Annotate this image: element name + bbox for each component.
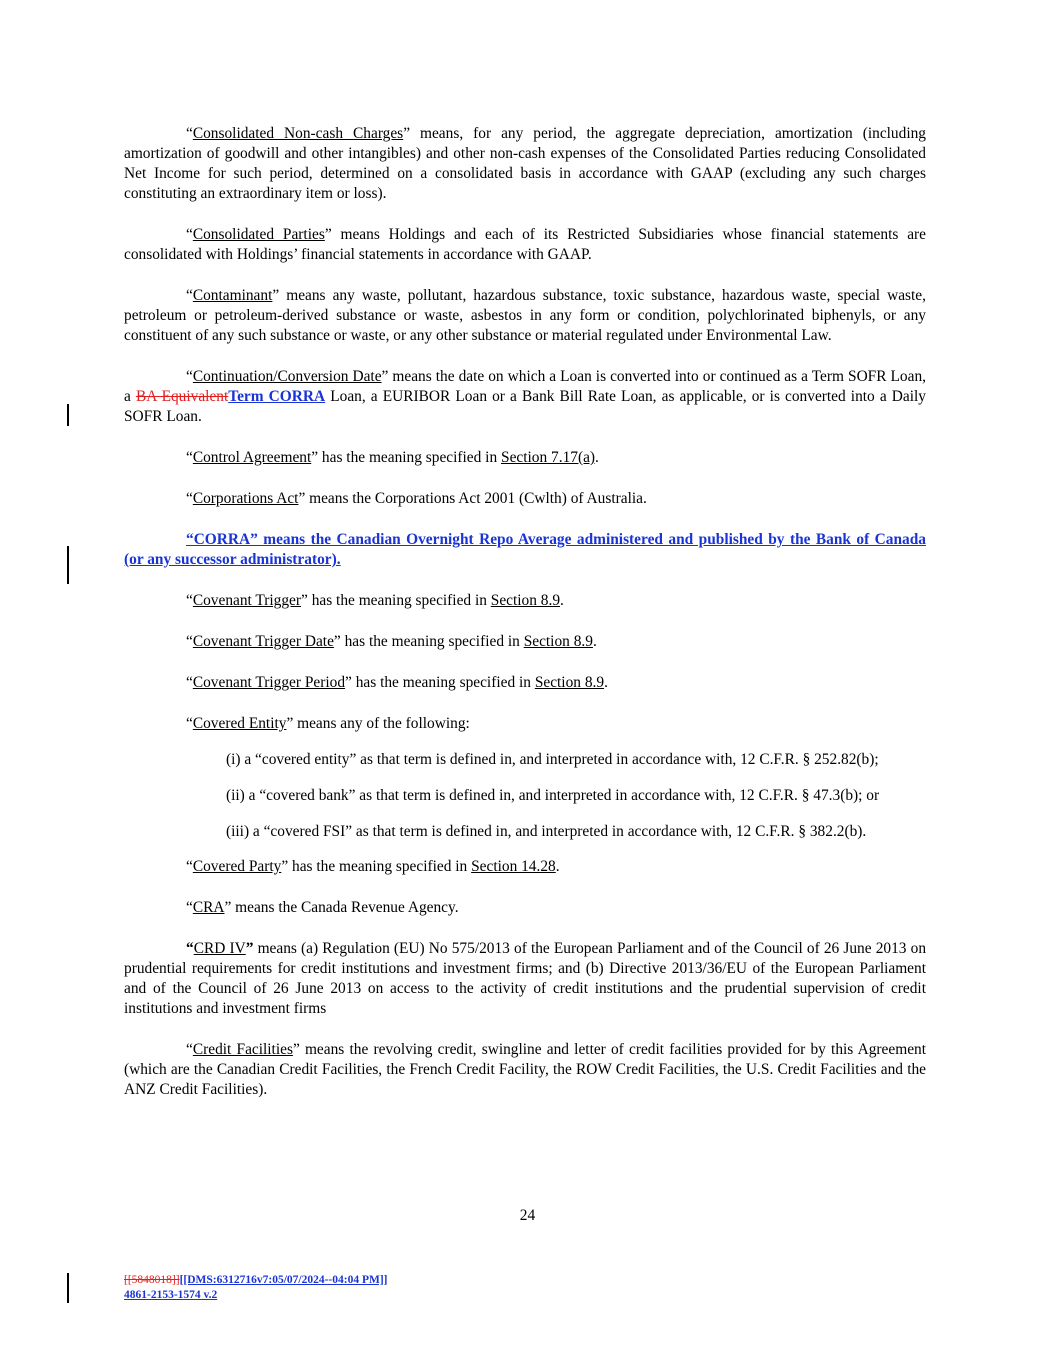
definition-paragraph: “CRA” means the Canada Revenue Agency. (186, 899, 459, 916)
section-reference: Section 8.9 (523, 633, 593, 650)
defined-term: Credit Facilities (192, 1041, 293, 1058)
footer-deleted-id: [[5848018]] (124, 1274, 180, 1286)
defined-term: Corporations Act (192, 490, 299, 507)
document-footer (124, 1273, 388, 1303)
definition-paragraph: “Consolidated Non-cash Charges” means, for any period, the aggregate depreciation, amortization (including amortization of goodwill and other intangibles) and other non-cash expenses of the Consolidated Parties reducing Consolidated Net Income for such period, determined on a consolidated basis in accordance with GAAP (excluding any such charges constituting an extraordinary item or loss). (124, 125, 926, 202)
definition-paragraph: “Covered Entity” means any of the following: (186, 715, 470, 732)
change-bar (67, 546, 69, 584)
defined-term: Covenant Trigger Period (192, 674, 346, 691)
section-reference: Section 8.9 (490, 592, 561, 609)
defined-term: Covenant Trigger Date (192, 633, 334, 650)
definition-paragraph: “Continuation/Conversion Date” means the date on which a Loan is converted into or continued as a Term SOFR Loan, a BA EquivalentTerm CORRA Loan, a EURIBOR Loan or a Bank Bill Rate Loan, as applicable, or is converted into a Daily SOFR Loan. (124, 368, 927, 425)
defined-term: Control Agreement (192, 449, 312, 466)
sub-clause: (i) a “covered entity” as that term is defined in, and interpreted in accordance with, 12 C.F.R. § 252.82(b); (226, 751, 879, 768)
definition-paragraph: “Covenant Trigger” has the meaning specified in Section 8.9. (186, 592, 564, 609)
defined-term: Covered Entity (192, 715, 287, 732)
defined-term: Covered Party (192, 858, 282, 875)
definition-paragraph: “Covenant Trigger Date” has the meaning specified in Section 8.9. (186, 633, 597, 650)
change-bar (67, 404, 69, 426)
defined-term: CRA (192, 899, 225, 916)
inserted-definition: “CORRA” means the Canadian Overnight Repo Average administered and published by the Bank of Canada (or any successor administrator). (124, 531, 926, 568)
inserted-text: Term CORRA (228, 388, 326, 405)
defined-term: Covenant Trigger (192, 592, 302, 609)
sub-clause: (ii) a “covered bank” as that term is defined in, and interpreted in accordance with, 12 C.F.R. § 47.3(b); or (226, 787, 880, 804)
sub-clause: (iii) a “covered FSI” as that term is defined in, and interpreted in accordance with, 12 C.F.R. § 382.2(b). (226, 823, 867, 840)
section-reference: Section 8.9 (534, 674, 605, 691)
footer-doc-number: 4861-2153-1574 v.2 (124, 1289, 218, 1301)
definition-paragraph: “Control Agreement” has the meaning specified in Section 7.17(a). (186, 449, 599, 466)
definition-paragraph: “Covered Party” has the meaning specified in Section 14.28. (186, 858, 560, 875)
defined-term: CRD IV (193, 940, 246, 957)
definition-paragraph: “Credit Facilities” means the revolving credit, swingline and letter of credit facilities provided for by this Agreement (which are the Canadian Credit Facilities, the French Credit Facility, the ROW Credit Facilities, the U.S. Credit Facilities and the ANZ Credit Facilities). (124, 1041, 926, 1098)
definition-paragraph: “CRD IV” means (a) Regulation (EU) No 575/2013 of the European Parliament and of the Council of 26 June 2013 on prudential requirements for credit institutions and investment firms; and (b) Directive 2013/36/EU of the European Parliament and of the Council of 26 June 2013 on access to the activity of credit institutions and the prudential supervision of credit institutions and investment firms (124, 940, 927, 1017)
page-number: 24 (519, 1207, 536, 1224)
defined-term: Contaminant (192, 287, 273, 304)
section-reference: Section 7.17(a) (501, 449, 596, 466)
document-page (124, 124, 926, 1100)
section-reference: Section 14.28 (471, 858, 556, 875)
definition-paragraph: “Consolidated Parties” means Holdings and each of its Restricted Subsidiaries whose financial statements are consolidated with Holdings’ financial statements in accordance with GAAP. (124, 226, 926, 263)
change-bar (67, 1273, 69, 1303)
deleted-text: BA Equivalent (135, 388, 229, 405)
defined-term: Consolidated Parties (192, 226, 325, 243)
defined-term: Consolidated Non-cash Charges (192, 125, 404, 142)
footer-inserted-id: [[DMS:6312716v7:05/07/2024--04:04 PM]] (179, 1274, 388, 1286)
definition-paragraph: “Contaminant” means any waste, pollutant, hazardous substance, toxic substance, hazardous waste, special waste, petroleum or petroleum-derived substance or waste, asbestos in any form or condition, polychlorinated biphenyls, or any constituent of any such substance or waste, or any other substance or material regulated under Environmental Law. (124, 287, 926, 344)
definition-paragraph: “Covenant Trigger Period” has the meaning specified in Section 8.9. (186, 674, 608, 691)
definition-paragraph: “Corporations Act” means the Corporations Act 2001 (Cwlth) of Australia. (186, 490, 647, 507)
defined-term: Continuation/Conversion Date (192, 368, 382, 385)
